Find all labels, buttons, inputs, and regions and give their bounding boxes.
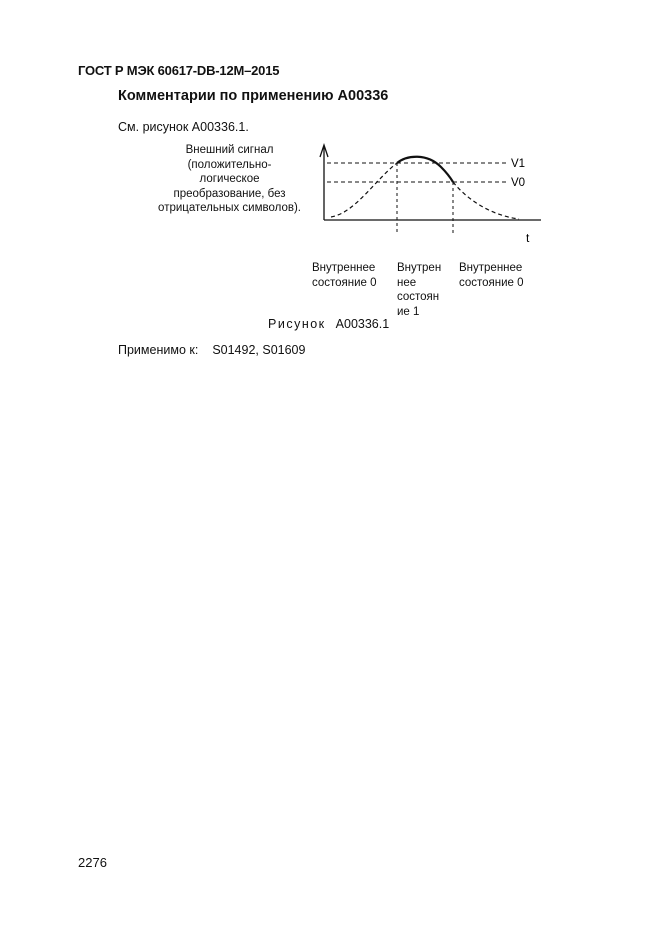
applicable-values: S01492, S01609 — [212, 343, 306, 357]
state-label-0-first — [312, 261, 377, 290]
signal-curve-high — [397, 157, 453, 182]
signal-diagram — [305, 135, 545, 250]
state-label-line: состоян — [397, 291, 440, 304]
page-number: 2276 — [78, 855, 107, 870]
caption-word: Рисунок — [268, 317, 326, 331]
state-label-line: Внутреннее — [459, 262, 523, 274]
signal-curve-rise — [331, 163, 397, 217]
signal-curve-fall — [453, 182, 519, 219]
state-label-line: Внутрен — [397, 262, 442, 274]
state-label-line: ие 1 — [397, 305, 420, 318]
state-label-1 — [397, 261, 441, 319]
figure-caption — [268, 317, 389, 331]
caption-number: A00336.1 — [335, 317, 390, 331]
signal-description — [158, 143, 301, 216]
see-figure-text: См. рисунок A00336.1. — [118, 120, 249, 134]
signal-label-line: (положительно- — [187, 158, 272, 171]
state-label-line: состояние 0 — [312, 276, 377, 289]
threshold-v0-label: V0 — [511, 177, 526, 189]
state-label-line: Внутреннее — [312, 262, 376, 274]
state-label-0-second — [459, 261, 524, 290]
axis-t-label: t — [526, 231, 530, 245]
state-label-line: состояние 0 — [459, 276, 524, 289]
signal-label-line: логическое — [199, 173, 260, 186]
applicable-to — [118, 343, 305, 357]
applicable-label: Применимо к: — [118, 343, 199, 357]
state-label-line: нее — [397, 276, 417, 289]
signal-label-line: Внешний сигнал — [185, 144, 274, 156]
signal-label-line: отрицательных символов). — [158, 202, 301, 215]
section-title: Комментарии по применению A00336 — [118, 88, 389, 104]
signal-label-line: преобразование, без — [173, 187, 286, 200]
document-header: ГОСТ Р МЭК 60617-DB-12M–2015 — [78, 63, 280, 78]
threshold-v1-label: V1 — [511, 158, 526, 170]
